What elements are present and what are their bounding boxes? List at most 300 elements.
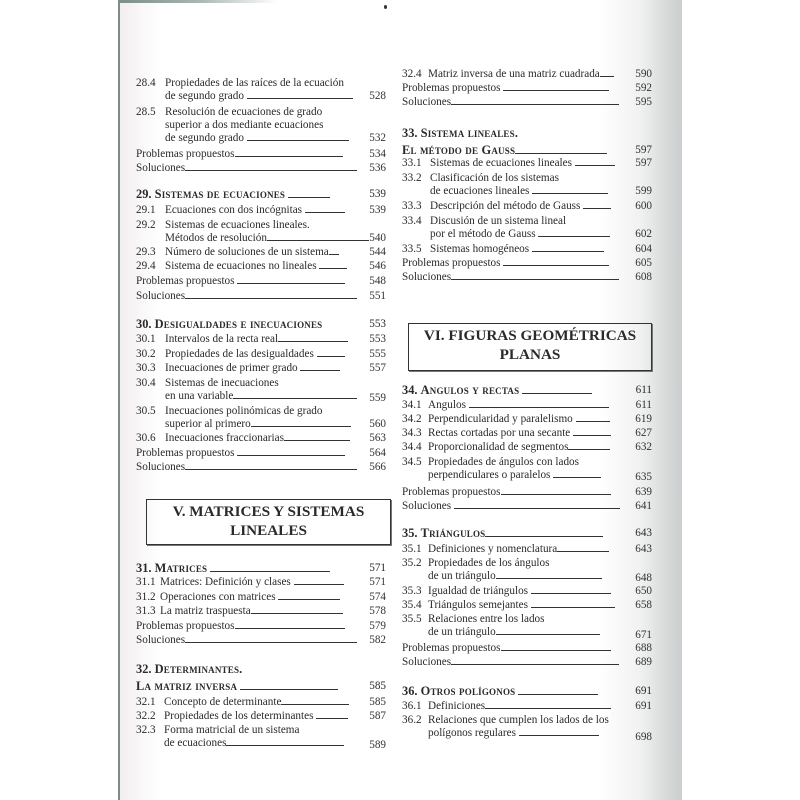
page-number: 698 [635,730,652,743]
leader-line [451,656,619,665]
entry-label: superior a dos mediante ecuaciones [165,118,324,131]
page-number: 563 [369,432,386,444]
entry-label: de ecuaciones lineales [430,184,530,197]
leader-line [284,432,350,441]
toc-entry-36-1[interactable] [402,700,652,713]
section-number: 30.6 [136,432,156,444]
page-number: 553 [369,333,386,345]
page-number: 540 [369,231,386,244]
section-number: 33.5 [402,243,422,255]
leader-line [573,427,611,436]
entry-label: polígonos regulares [428,726,516,739]
toc-entry-ch34-solutions[interactable] [402,500,652,513]
page-number: 635 [635,470,652,483]
page-number: 627 [635,427,652,439]
leader-line [300,362,340,371]
entry-label: Problemas propuestos [136,148,235,160]
toc-entry-34-3[interactable] [402,427,652,440]
section-number: 28.4 [136,77,156,89]
page-number: 546 [369,260,386,272]
leader-line [305,204,345,213]
entry-label: Propiedades de las raíces de la ecuación [165,77,344,89]
toc-entry-ch29-problems[interactable] [136,275,386,288]
page-number: 619 [635,413,652,425]
page-number: 582 [369,634,386,646]
entry-label: Matrices: Definición y clases [160,576,291,588]
section-number: 32. [136,662,152,676]
toc-entry-ch30-solutions[interactable] [136,461,386,474]
page-number: 553 [369,318,386,330]
leader-line [288,188,330,198]
entry-label: El método de Gauss [402,143,516,157]
section-number: 30. [136,317,152,331]
section-number: 34.3 [402,427,422,439]
leader-line [267,232,369,241]
entry-label: Sistema lineales. [420,126,519,140]
toc-chapter-33[interactable] [402,126,652,157]
page-number: 585 [369,696,386,708]
entry-label: Soluciones [136,290,186,302]
toc-entry-30-1[interactable] [136,333,386,346]
entry-label: Descripción del método de Gauss [430,200,581,212]
toc-entry-ch28-problems[interactable] [136,148,386,161]
entry-label: Problemas propuestos [402,486,501,498]
page-number: 592 [635,82,652,94]
section-number: 35. [402,526,418,540]
page-number: 534 [369,148,386,160]
toc-entry-31-3[interactable] [136,605,386,618]
toc-entry-28-5[interactable] [136,106,386,144]
toc-entry-32-2[interactable] [136,710,386,723]
toc-entry-36-2[interactable] [402,714,652,743]
toc-entry-33-4[interactable] [402,215,652,241]
entry-label: Problemas propuestos [402,642,501,654]
section-number: 29. [136,187,152,201]
section-number: 31.1 [136,576,156,588]
toc-entry-ch33-problems[interactable] [402,257,652,270]
leader-line [583,200,611,209]
page-number: 551 [369,290,386,302]
leader-line [496,570,602,579]
leader-line [451,96,619,105]
toc-chapter-35[interactable] [402,526,652,540]
entry-label: Definiciones [428,700,486,712]
page-number: 574 [369,591,386,603]
section-number: 33.1 [402,157,422,169]
section-number: 35.3 [402,585,422,597]
entry-label: de un triángulo [428,625,496,638]
page-number: 571 [369,562,386,574]
section-number: 36. [402,684,418,698]
toc-entry-30-2[interactable] [136,348,386,361]
entry-label: Determinantes. [154,662,243,676]
section-number: 30.4 [136,377,156,389]
entry-label: Sistemas de ecuaciones lineales [430,157,572,169]
entry-label: Forma matricial de un sistema [164,724,300,736]
entry-label: Ecuaciones con dos incógnitas [165,204,303,216]
leader-line [251,605,343,614]
entry-label: de un triángulo [428,569,496,582]
ink-speck [384,5,387,9]
section-number: 36.2 [402,714,422,726]
toc-entry-35-5[interactable] [402,613,652,639]
page-number: 600 [635,200,652,212]
toc-entry-34-5[interactable] [402,456,652,482]
toc-chapter-34[interactable] [402,383,652,397]
entry-label: Soluciones [136,162,186,174]
entry-label: Soluciones [136,634,186,646]
entry-label: Sistemas de ecuaciones lineales. [165,219,310,231]
entry-label: Propiedades de los ángulos [428,557,550,569]
entry-label: Igualdad de triángulos [428,585,529,597]
page-number: 643 [635,527,652,539]
leader-line [237,275,345,284]
page-number: 590 [635,68,652,80]
entry-label: por el método de Gauss [430,227,536,240]
page-number: 566 [369,461,386,473]
section-number: 34.4 [402,441,422,453]
entry-label: Soluciones [402,271,452,283]
leader-line [575,157,615,166]
page-number: 539 [369,188,386,200]
leader-line [531,599,615,608]
page-number: 641 [635,500,652,512]
page-number: 604 [635,243,652,255]
part-vi-heading [408,323,652,371]
entry-label: Sistema de ecuaciones no lineales [165,260,317,272]
entry-label: de segundo grado [165,131,244,144]
toc-entry-ch32-solutions[interactable] [402,96,652,109]
section-number: 35.1 [402,543,422,555]
page-number: 589 [369,738,386,751]
leader-line [251,418,351,427]
section-number: 34.2 [402,413,422,425]
page-number: 585 [369,680,386,692]
entry-label: superior al primero [165,417,251,430]
toc-entry-35-2[interactable] [402,557,652,583]
page-number: 688 [635,642,652,654]
toc-entry-ch31-problems[interactable] [136,620,386,633]
toc-chapter-32[interactable] [136,662,386,693]
page-number: 544 [369,246,386,258]
leader-line [185,290,357,299]
section-number: 33.4 [402,215,422,227]
entry-label: en una variable [165,389,234,402]
toc-entry-30-4[interactable] [136,377,386,403]
section-number: 33.2 [402,172,422,184]
leader-line [247,90,353,99]
page-number: 691 [635,685,652,697]
section-number: 31.3 [136,605,156,617]
leader-line [235,148,343,157]
page-number: 611 [635,399,652,411]
toc-entry-33-2[interactable] [402,172,652,198]
entry-label: Relaciones entre los lados [428,613,545,625]
leader-line [515,144,607,154]
entry-label: Soluciones [402,500,452,512]
entry-label: Intervalos de la recta real [165,333,279,345]
entry-label: Inecuaciones de primer grado [165,362,298,374]
toc-chapter-36[interactable] [402,684,652,698]
page-number: 578 [369,605,386,617]
leader-line [316,710,348,719]
entry-label: Número de soluciones de un sistema [165,246,329,258]
toc-entry-32-1[interactable] [136,696,386,709]
leader-line [278,591,340,600]
page-number: 548 [369,275,386,287]
toc-chapter-30[interactable] [136,317,386,331]
entry-label: Problemas propuestos [136,620,235,632]
section-number: 29.1 [136,204,156,216]
page-number: 587 [369,710,386,722]
section-number: 35.4 [402,599,422,611]
leader-line [496,626,600,635]
toc-entry-34-2[interactable] [402,413,652,426]
leader-line [454,500,620,509]
toc-entry-35-1[interactable] [402,543,652,556]
section-number: 31. [136,561,152,575]
entry-label: Operaciones con matrices [160,591,276,603]
entry-label: Soluciones [402,96,452,108]
page-number: 571 [369,576,386,588]
leader-line [226,737,344,746]
page-number: 539 [369,204,386,216]
leader-line [568,441,610,450]
entry-label: Angulos y rectas [420,383,520,397]
toc-entry-32-3[interactable] [136,724,386,750]
page-number: 560 [369,417,386,430]
section-number: 28.5 [136,106,156,118]
toc-entry-ch35-problems[interactable] [402,642,652,655]
leader-line [553,469,601,478]
entry-label: Matriz inversa de una matriz cuadrada [428,68,600,80]
page-number: 528 [369,89,386,102]
section-number: 30.3 [136,362,156,374]
toc-chapter-29[interactable] [136,187,386,201]
section-number: 34.1 [402,399,422,411]
entry-label: V. MATRICES Y SISTEMAS [172,503,365,520]
leader-line [519,727,599,736]
leader-line [600,68,614,77]
page-number: 564 [369,447,386,459]
toc-entry-33-1[interactable] [402,157,652,170]
section-number: 32.3 [136,724,156,736]
entry-label: LINEALES [230,522,307,539]
entry-label: Soluciones [402,656,452,668]
section-number: 35.2 [402,557,422,569]
page-number: 648 [635,571,652,584]
section-number: 32.2 [136,710,156,722]
toc-entry-33-3[interactable] [402,200,652,213]
entry-label: Resolución de ecuaciones de grado [165,106,323,118]
entry-label: VI. FIGURAS GEOMÉTRICAS [423,327,637,344]
entry-label: Concepto de determinante [164,696,282,708]
toc-entry-34-4[interactable] [402,441,652,454]
leader-line [281,696,349,705]
section-number: 34. [402,383,418,397]
leader-line [522,384,592,394]
page-number: 555 [369,348,386,360]
entry-label: de segundo grado [165,89,244,102]
entry-label: de ecuaciones [164,736,227,749]
entry-label: Angulos [428,399,466,411]
leader-line [294,576,344,585]
entry-label: Propiedades de las desigualdades [165,348,314,360]
entry-label: PLANAS [499,346,561,363]
toc-entry-30-6[interactable] [136,432,386,445]
toc-entry-30-3[interactable] [136,362,386,375]
page-number: 597 [635,157,652,169]
leader-line [210,562,330,572]
toc-entry-35-4[interactable] [402,599,652,612]
section-number: 31.2 [136,591,156,603]
toc-entry-34-1[interactable] [402,399,652,412]
leader-line [185,634,357,643]
leader-line [319,260,347,269]
toc-entry-ch31-solutions[interactable] [136,634,386,647]
page-number: 689 [635,656,652,668]
toc-entry-ch33-solutions[interactable] [402,271,652,284]
entry-label: Desigualdades e inecuaciones [154,317,323,331]
page-number: 639 [635,486,652,498]
page-number: 671 [635,628,652,641]
page-number: 632 [635,441,652,453]
toc-entry-ch34-problems[interactable] [402,486,652,499]
leader-line [237,447,345,456]
entry-label: Definiciones y nomenclatura [428,543,558,555]
leader-line [501,642,611,651]
toc-entry-ch30-problems[interactable] [136,447,386,460]
page-number: 595 [635,96,652,108]
entry-label: Sistemas de ecuaciones [154,187,286,201]
toc-entry-ch35-solutions[interactable] [402,656,652,669]
leader-line [557,543,609,552]
toc-entry-29-2[interactable] [136,219,386,245]
entry-label: Otros polígonos [420,684,516,698]
leader-line [485,700,611,709]
toc-entry-31-2[interactable] [136,591,386,604]
toc-entry-32-4[interactable] [402,68,652,81]
entry-label: Soluciones [136,461,186,473]
entry-label: Propiedades de los determinantes [164,710,314,722]
leader-line [247,132,349,141]
entry-label: Problemas propuestos [402,257,501,269]
entry-label: Problemas propuestos [402,82,501,94]
entry-label: Problemas propuestos [136,447,235,459]
page-number: 536 [369,162,386,174]
section-number: 35.5 [402,613,422,625]
entry-label: Propiedades de ángulos con lados [428,456,579,468]
entry-label: Matrices [154,561,208,575]
toc-entry-29-4[interactable] [136,260,386,273]
page-number: 605 [635,257,652,269]
entry-label: Rectas cortadas por una secante [428,427,571,439]
leader-line [240,680,338,690]
page-number: 691 [635,700,652,712]
section-number: 33.3 [402,200,422,212]
leader-line [531,585,611,594]
page-number: 557 [369,362,386,374]
entry-label: Triángulos [420,526,486,540]
leader-line [451,271,619,280]
page-number: 650 [635,585,652,597]
section-number: 29.4 [136,260,156,272]
page-number: 602 [635,227,652,240]
leader-line [469,399,609,408]
entry-label: Inecuaciones fraccionarias [165,432,284,444]
leader-line [185,461,357,470]
entry-label: Problemas propuestos [136,275,235,287]
page-number: 559 [369,391,386,404]
entry-label: Métodos de resolución [165,231,267,244]
entry-label: Triángulos semejantes [428,599,528,611]
leader-line [532,185,608,194]
section-number: 29.2 [136,219,156,231]
page-number: 599 [635,184,652,197]
section-number: 36.1 [402,700,422,712]
toc-entry-33-5[interactable] [402,243,652,256]
page-number: 579 [369,620,386,632]
toc-entry-35-3[interactable] [402,585,652,598]
leader-line [317,348,345,357]
leader-line [235,620,345,629]
section-number: 30.1 [136,333,156,345]
section-number: 30.2 [136,348,156,360]
leader-line [485,527,603,537]
leader-line [576,413,610,422]
leader-line [278,333,348,342]
section-number: 34.5 [402,456,422,468]
toc-entry-ch28-solutions[interactable] [136,162,386,175]
entry-label: Clasificación de los sistemas [430,172,559,184]
leader-line [532,243,604,252]
entry-label: La matriz traspuesta [160,605,251,617]
leader-line [329,246,339,255]
leader-line [185,162,357,171]
toc-entry-ch29-solutions[interactable] [136,290,386,303]
section-number: 29.3 [136,246,156,258]
page-number: 643 [635,543,652,555]
toc-entry-28-4[interactable] [136,77,386,103]
page-number: 608 [635,271,652,283]
page-number: 658 [635,599,652,611]
entry-label: La matriz inversa [136,679,238,693]
entry-label: Inecuaciones polinómicas de grado [165,405,323,417]
page-number: 532 [369,131,386,144]
leader-line [518,685,598,695]
entry-label: Sistemas de inecuaciones [165,377,279,389]
toc-entry-30-5[interactable] [136,405,386,431]
toc-chapter-31[interactable] [136,561,386,575]
leader-line [503,257,609,266]
entry-label: perpendiculares o paralelos [428,468,551,481]
leader-line [538,228,610,237]
entry-label: Discusión de un sistema lineal [430,215,567,227]
section-number: 32.4 [402,68,422,80]
page-number: 611 [635,384,652,396]
entry-label: Sistemas homogéneos [430,243,530,255]
toc-entry-29-1[interactable] [136,204,386,217]
entry-label: Perpendicularidad y paralelismo [428,413,573,425]
entry-label: Relaciones que cumplen los lados de los [428,714,609,726]
leader-line [233,390,357,399]
toc-entry-ch32-problems[interactable] [402,82,652,95]
leader-line [503,82,609,91]
toc-entry-29-3[interactable] [136,246,386,259]
page-number: 597 [635,144,652,156]
toc-entry-31-1[interactable] [136,576,386,589]
leader-line [501,486,611,495]
